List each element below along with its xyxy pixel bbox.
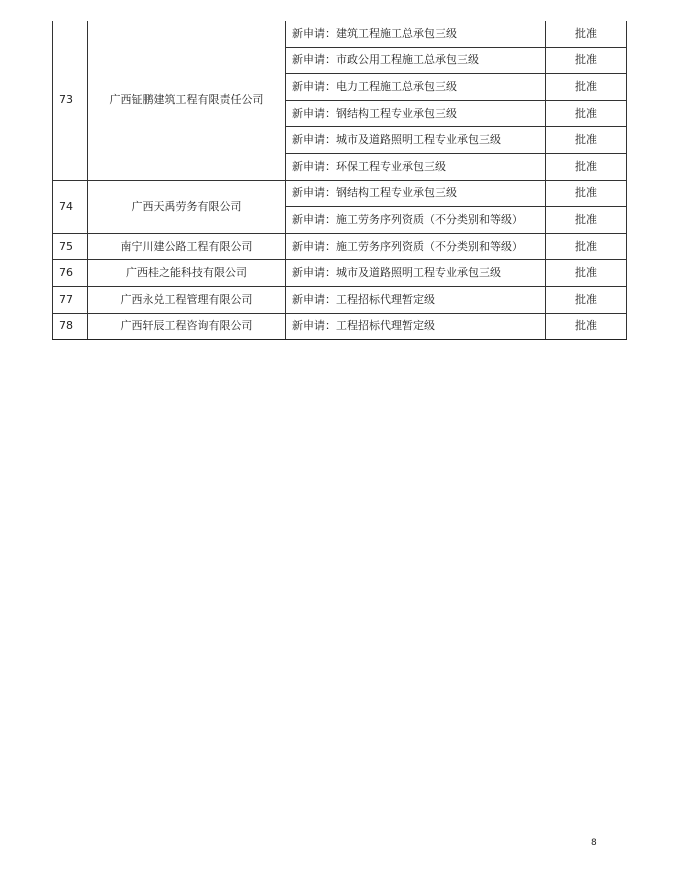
company-name: 广西天禹劳务有限公司: [88, 180, 286, 233]
company-name: 广西桂之能科技有限公司: [88, 260, 286, 287]
company-name: 广西钲鹏建筑工程有限责任公司: [88, 21, 286, 180]
approval-result: 批准: [546, 74, 627, 101]
table-row: [53, 21, 627, 47]
application-item: 新申请：建筑工程施工总承包三级: [286, 21, 546, 47]
row-number: 77: [53, 286, 88, 313]
approval-result: 批准: [546, 260, 627, 287]
application-item: 新申请：工程招标代理暂定级: [286, 313, 546, 340]
approval-result: 批准: [546, 180, 627, 207]
approval-result: 批准: [546, 127, 627, 154]
approval-result: 批准: [546, 233, 627, 260]
table-row: [53, 260, 627, 287]
approval-result: 批准: [546, 21, 627, 47]
page-number: 8: [591, 838, 597, 848]
row-number: 75: [53, 233, 88, 260]
row-number: 74: [53, 180, 88, 233]
approval-result: 批准: [546, 47, 627, 74]
approval-table-body: [53, 21, 627, 340]
approval-result: 批准: [546, 153, 627, 180]
approval-result: 批准: [546, 286, 627, 313]
table-row: [53, 233, 627, 260]
application-item: 新申请：环保工程专业承包三级: [286, 153, 546, 180]
application-item: 新申请：施工劳务序列资质（不分类别和等级）: [286, 207, 546, 234]
row-number: 76: [53, 260, 88, 287]
approval-table: [52, 21, 627, 340]
application-item: 新申请：钢结构工程专业承包三级: [286, 100, 546, 127]
row-number: 73: [53, 21, 88, 180]
company-name: 南宁川建公路工程有限公司: [88, 233, 286, 260]
application-item: 新申请：钢结构工程专业承包三级: [286, 180, 546, 207]
application-item: 新申请：城市及道路照明工程专业承包三级: [286, 127, 546, 154]
approval-result: 批准: [546, 100, 627, 127]
application-item: 新申请：市政公用工程施工总承包三级: [286, 47, 546, 74]
table-row: [53, 286, 627, 313]
approval-result: 批准: [546, 313, 627, 340]
application-item: 新申请：施工劳务序列资质（不分类别和等级）: [286, 233, 546, 260]
company-name: 广西轩辰工程咨询有限公司: [88, 313, 286, 340]
company-name: 广西永兑工程管理有限公司: [88, 286, 286, 313]
approval-result: 批准: [546, 207, 627, 234]
table-row: [53, 313, 627, 340]
application-item: 新申请：工程招标代理暂定级: [286, 286, 546, 313]
application-item: 新申请：电力工程施工总承包三级: [286, 74, 546, 101]
application-item: 新申请：城市及道路照明工程专业承包三级: [286, 260, 546, 287]
row-number: 78: [53, 313, 88, 340]
table-row: [53, 180, 627, 207]
